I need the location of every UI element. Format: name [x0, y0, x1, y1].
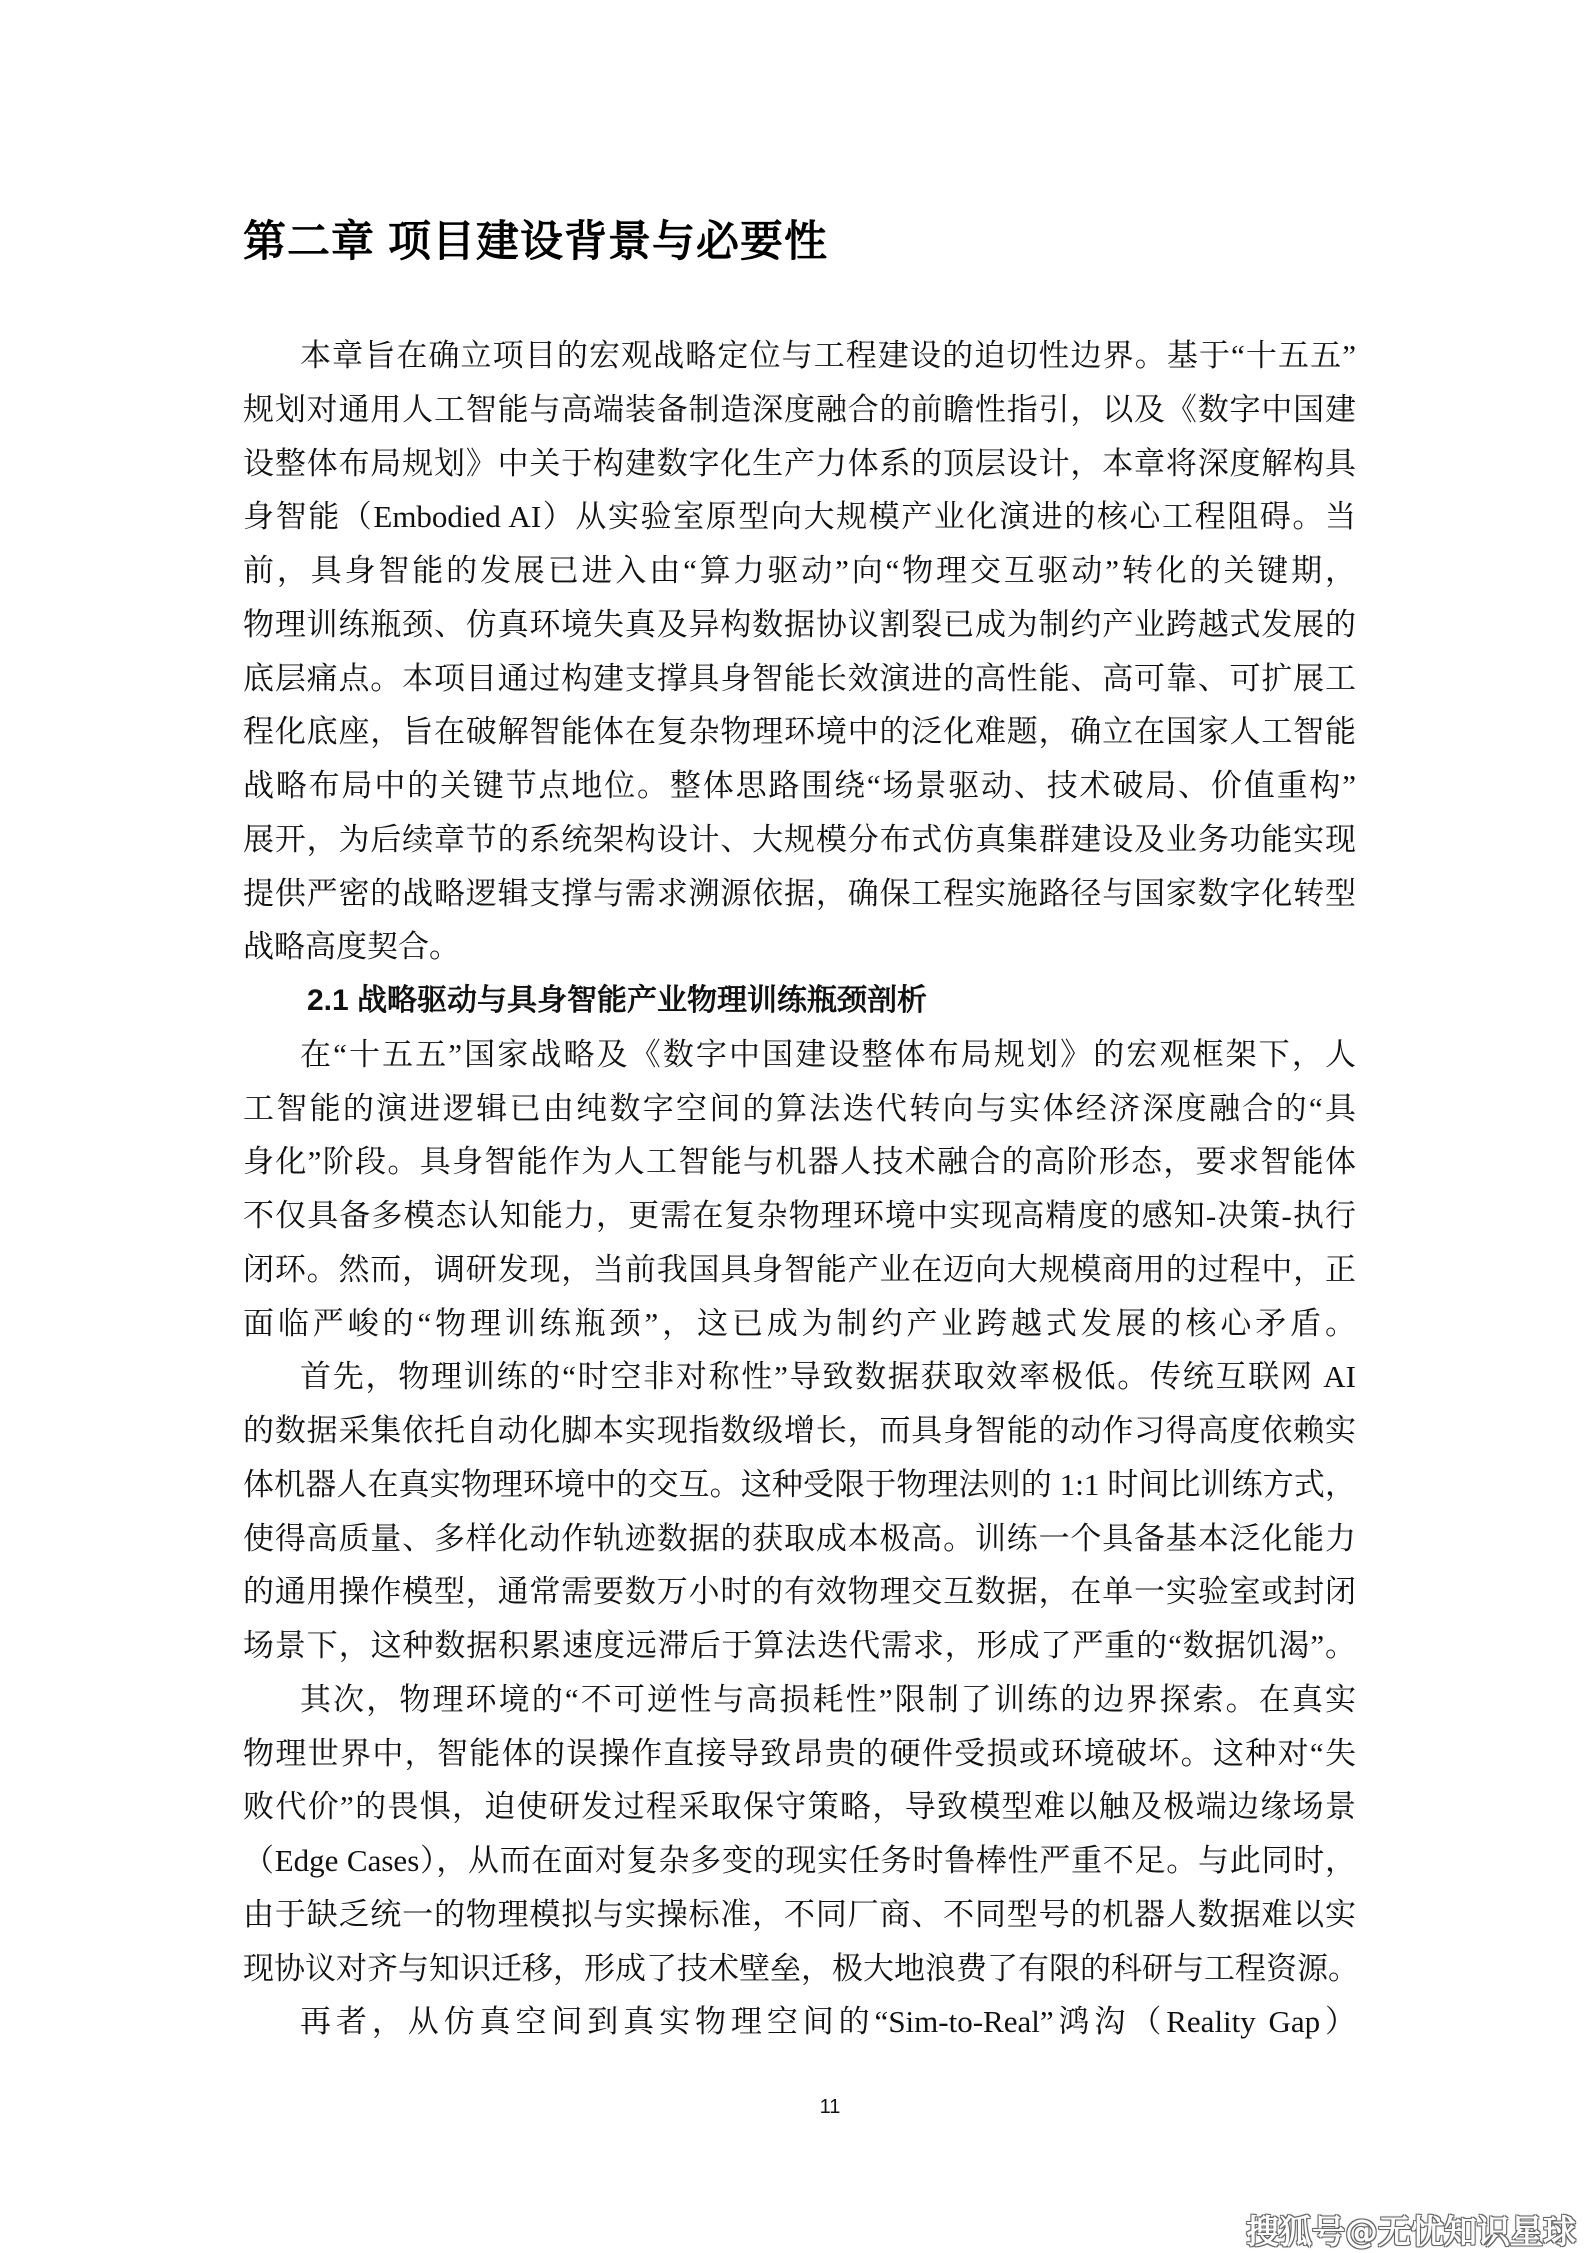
- text-line: 败代价”的畏惧，迫使研发过程采取保守策略，导致模型难以触及极端边缘场景: [243, 1789, 1356, 1825]
- text-line: 底层痛点。本项目通过构建支撑具身智能长效演进的高性能、高可靠、可扩展工: [243, 660, 1356, 696]
- text-line: 体机器人在真实物理环境中的交互。这种受限于物理法则的 1:1 时间比训练方式，: [243, 1466, 1356, 1502]
- text-line: 本章旨在确立项目的宏观战略定位与工程建设的迫切性边界。基于“十五五”: [300, 338, 1356, 373]
- text-line: 场景下，这种数据积累速度远滞后于算法迭代需求，形成了严重的“数据饥渴”。: [243, 1628, 1356, 1663]
- document-body: [243, 329, 1359, 2049]
- text-line: 身智能（Embodied AI）从实验室原型向大规模产业化演进的核心工程阻碍。当: [243, 499, 1356, 535]
- paragraph: [243, 1995, 1356, 2049]
- text-line: 现协议对齐与知识迁移，形成了技术壁垒，极大地浪费了有限的科研与工程资源。: [243, 1950, 1359, 1986]
- paragraph: [243, 1673, 1359, 1996]
- text-line: 使得高质量、多样化动作轨迹数据的获取成本极高。训练一个具备基本泛化能力: [243, 1520, 1356, 1556]
- text-line: 的数据采集依托自动化脚本实现指数级增长，而具身智能的动作习得高度依赖实: [243, 1413, 1356, 1448]
- text-line: 其次，物理环境的“不可逆性与高损耗性”限制了训练的边界探索。在真实: [300, 1681, 1356, 1717]
- chapter-title: 第二章 项目建设背景与必要性: [243, 218, 828, 266]
- text-line: 设整体布局规划》中关于构建数字化生产力体系的顶层设计，本章将深度解构具: [243, 445, 1356, 481]
- paragraph: [243, 329, 1356, 974]
- text-line: 工智能的演进逻辑已由纯数字空间的算法迭代转向与实体经济深度融合的“具: [243, 1090, 1356, 1126]
- paragraph: [243, 1350, 1356, 1673]
- text-line: 面临严峻的“物理训练瓶颈”，这已成为制约产业跨越式发展的核心矛盾。: [243, 1305, 1356, 1341]
- section-heading: 2.1 战略驱动与具身智能产业物理训练瓶颈剖析: [307, 984, 928, 1017]
- text-line: 战略布局中的关键节点地位。整体思路围绕“场景驱动、技术破局、价值重构”: [243, 768, 1356, 803]
- text-line: 由于缺乏统一的物理模拟与实操标准，不同厂商、不同型号的机器人数据难以实: [243, 1896, 1356, 1932]
- text-line: 物理训练瓶颈、仿真环境失真及异构数据协议割裂已成为制约产业跨越式发展的: [243, 606, 1356, 642]
- text-line: 首先，物理训练的“时空非对称性”导致数据获取效率极低。传统互联网 AI: [300, 1359, 1356, 1395]
- text-line: 的通用操作模型，通常需要数万小时的有效物理交互数据，在单一实验室或封闭: [243, 1574, 1356, 1610]
- text-line: 规划对通用人工智能与高端装备制造深度融合的前瞻性指引，以及《数字中国建: [243, 391, 1356, 427]
- text-line: 身化”阶段。具身智能作为人工智能与机器人技术融合的高阶形态，要求智能体: [243, 1144, 1356, 1180]
- page-number: 11: [819, 2096, 841, 2118]
- text-line: 在“十五五”国家战略及《数字中国建设整体布局规划》的宏观框架下，人: [300, 1036, 1356, 1072]
- text-line: 闭环。然而，调研发现，当前我国具身智能产业在迈向大规模商用的过程中，正: [243, 1251, 1356, 1287]
- text-line: 战略高度契合。: [243, 929, 460, 965]
- text-line: 提供严密的战略逻辑支撑与需求溯源依据，确保工程实施路径与国家数字化转型: [243, 875, 1356, 911]
- text-line: 不仅具备多模态认知能力，更需在复杂物理环境中实现高精度的感知-决策-执行: [243, 1198, 1356, 1233]
- text-line: 前，具身智能的发展已进入由“算力驱动”向“物理交互驱动”转化的关键期，: [243, 553, 1356, 588]
- text-line: 物理世界中，智能体的误操作直接导致昂贵的硬件受损或环境破坏。这种对“失: [243, 1735, 1356, 1771]
- text-line: （Edge Cases），从而在面对复杂多变的现实任务时鲁棒性严重不足。与此同时，: [243, 1843, 1356, 1878]
- paragraph: [243, 1028, 1356, 1351]
- text-line: 程化底座，旨在破解智能体在复杂物理环境中的泛化难题，确立在国家人工智能: [243, 714, 1356, 750]
- text-line: 再者，从仿真空间到真实物理空间的“Sim-to-Real”鸿沟（Reality Gap）: [300, 2004, 1356, 2040]
- watermark: 搜狐号@无忧知识星球: [1246, 2212, 1576, 2251]
- text-line: 展开，为后续章节的系统架构设计、大规模分布式仿真集群建设及业务功能实现: [243, 821, 1356, 857]
